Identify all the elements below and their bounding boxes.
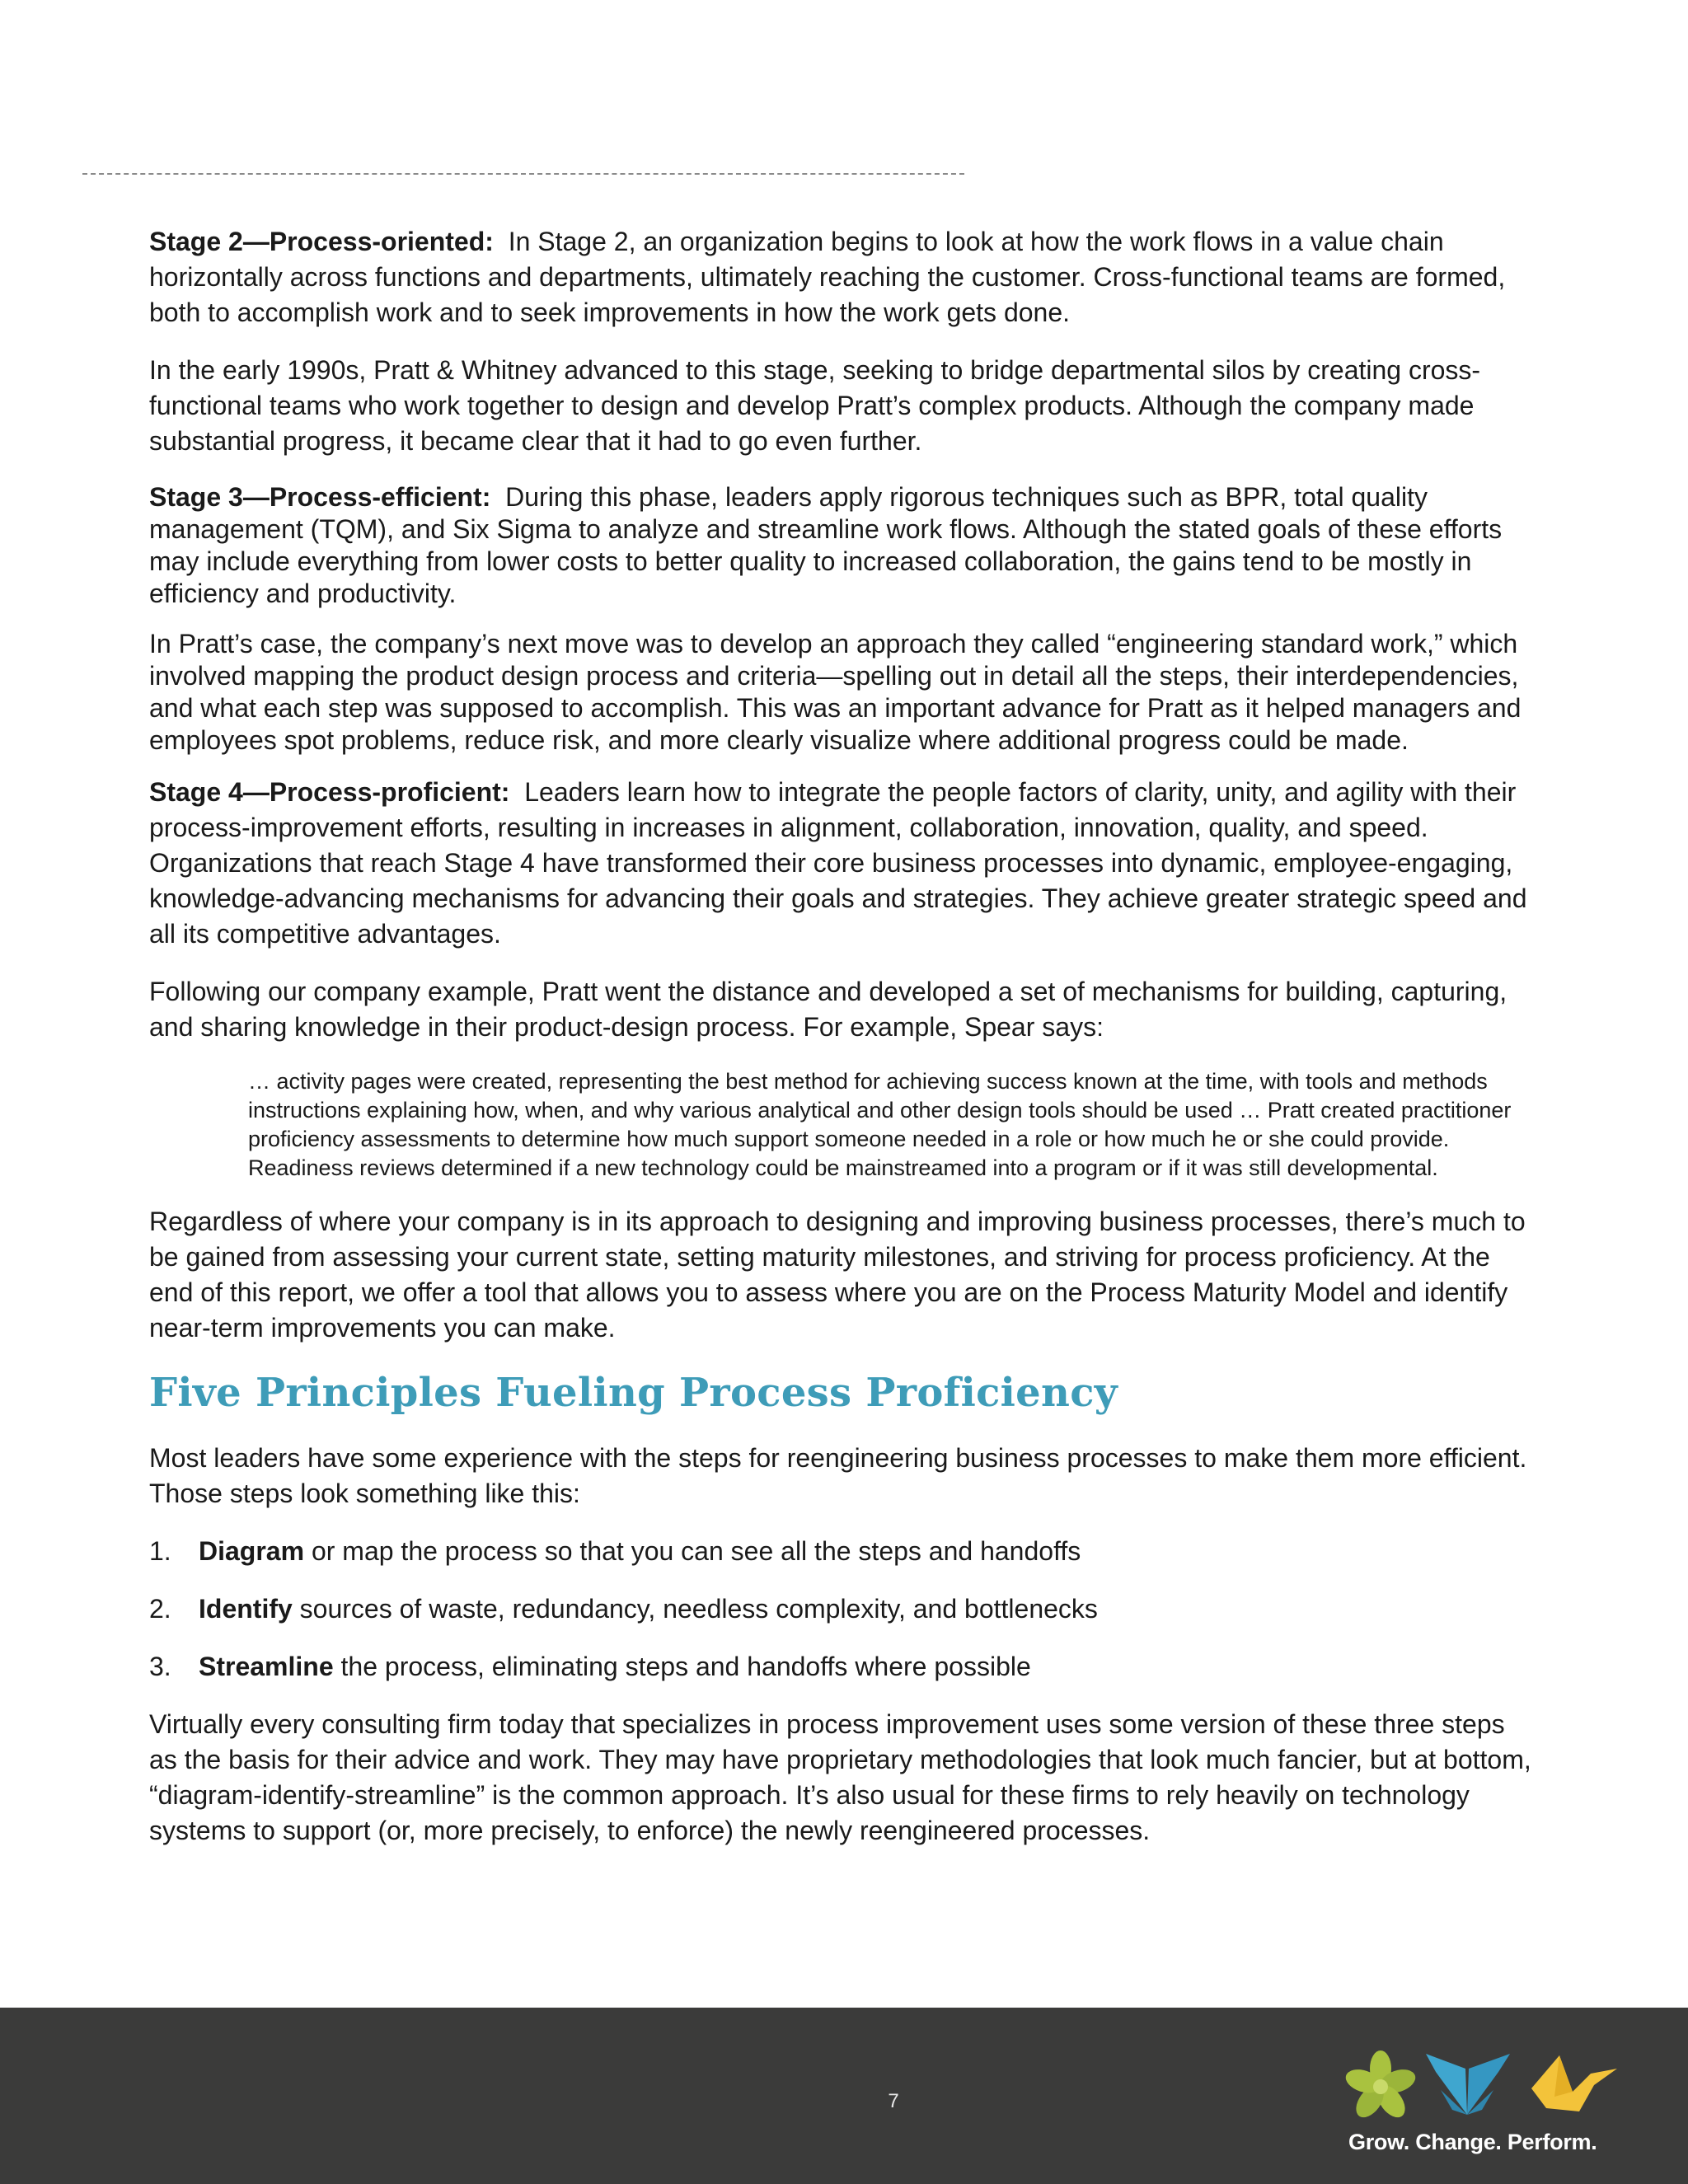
step-text: sources of waste, redundancy, needless complexity, and bottlenecks <box>292 1594 1098 1624</box>
stage2-text: In Stage 2, an organization begins to look at how the work flows in a value chain horizontally across functions and departments, ultimately reaching the customer. Cross-functional teams are formed, both to accomplish work and to seek improvements in how the work gets done. <box>149 227 1506 327</box>
closing-paragraph: Virtually every consulting firm today that specializes in process improvement uses some version of these three steps as the basis for their advice and work. They may have proprietary methodologies that look much fancier, but at bottom, “diagram-identify-streamline” is the common approach. It’s also usual for these firms to rely heavily on technology systems to support (or, more precisely, to enforce) the newly reengineered processes. <box>149 1709 1531 1845</box>
summary-paragraph: Regardless of where your company is in its approach to designing and improving business processes, there’s much to be gained from assessing your current state, setting maturity milestones, and striving for process proficiency. At the end of this report, we offer a tool that allows you to assess where you are on the Process Maturity Model and identify near-term improvements you can make. <box>149 1207 1526 1343</box>
section-heading: Five Principles Fueling Process Proficiency <box>149 1370 1118 1416</box>
butterfly-icon <box>1426 2054 1510 2115</box>
list-number: 3. <box>149 1652 171 1681</box>
list-number: 2. <box>149 1594 171 1624</box>
step-text: or map the process so that you can see all the steps and handoffs <box>304 1536 1081 1566</box>
step-keyword: Diagram <box>199 1536 305 1566</box>
list-item <box>149 1534 1534 1569</box>
stage3-paragraph <box>149 481 1534 610</box>
list-number: 1. <box>149 1536 171 1566</box>
list-item <box>149 1649 1534 1685</box>
intro-paragraph: Most leaders have some experience with the steps for reengineering business processes to make them more efficient. Those steps look something like this: <box>149 1443 1527 1508</box>
page-number: 7 <box>888 2090 899 2112</box>
stage3-example: In Pratt’s case, the company’s next move was to develop an approach they called “engineering standard work,” which involved mapping the product design process and criteria—spelling out in detail all the steps, their interdependencies, and what each step was supposed to accomplish. This was an important advance for Pratt as it helped managers and employees spot problems, reduce risk, and more clearly visualize where additional progress could be made. <box>149 629 1522 755</box>
brand-tagline: Grow. Change. Perform. <box>1348 2130 1597 2154</box>
stage4-text: Leaders learn how to integrate the people factors of clarity, unity, and agility with their process-improvement efforts, resulting in increases in alignment, collaboration, innovation, quality, and speed. Organizations that reach Stage 4 have transformed their core business processes into dynamic, employee-engaging, knowledge-advancing mechanisms for advancing their goals and strategies. They achieve greater strategic speed and all its competitive advantages. <box>149 777 1527 949</box>
stage2-label: Stage 2—Process-oriented: <box>149 227 494 256</box>
stage3-label: Stage 3—Process-efficient: <box>149 482 491 512</box>
page-footer <box>0 2008 1688 2184</box>
step-keyword: Streamline <box>199 1652 334 1681</box>
dashed-separator <box>82 173 964 175</box>
stage4-label: Stage 4—Process-proficient: <box>149 777 510 807</box>
steps-list <box>149 1534 1534 1685</box>
step-keyword: Identify <box>199 1594 293 1624</box>
list-item <box>149 1591 1534 1627</box>
stage4-paragraph <box>149 775 1534 952</box>
stage4-example: Following our company example, Pratt went the distance and developed a set of mechanisms for building, capturing, and sharing knowledge in their product-design process. For example, Spear says: <box>149 977 1507 1042</box>
block-quote: … activity pages were created, representing the best method for achieving success known at the time, with tools and methods instructions explaining how, when, and why various analytical and other design tools should be used … Pratt created practitioner proficiency assessments to determine how much support someone needed in a role or how much he or she could provide. Readiness reviews determined if a new technology could be mainstreamed into a program or if it was still developmental. <box>248 1069 1512 1180</box>
step-text: the process, eliminating steps and handoffs where possible <box>333 1652 1031 1681</box>
page-content <box>149 224 1534 1871</box>
stage3-text: During this phase, leaders apply rigorous techniques such as BPR, total quality management (TQM), and Six Sigma to analyze and streamline work flows. Although the stated goals of these efforts may include everything from lower costs to better quality to increased collaboration, the gains tend to be mostly in efficiency and productivity. <box>149 482 1503 608</box>
brand-logo-icons <box>1343 2039 1624 2130</box>
flower-icon <box>1343 2050 1418 2122</box>
crane-icon <box>1531 2055 1617 2111</box>
stage2-example: In the early 1990s, Pratt & Whitney advanced to this stage, seeking to bridge departmental silos by creating cross-functional teams who work together to design and develop Pratt’s complex products. Although the company made substantial progress, it became clear that it had to go even further. <box>149 355 1481 456</box>
stage2-paragraph <box>149 224 1534 330</box>
